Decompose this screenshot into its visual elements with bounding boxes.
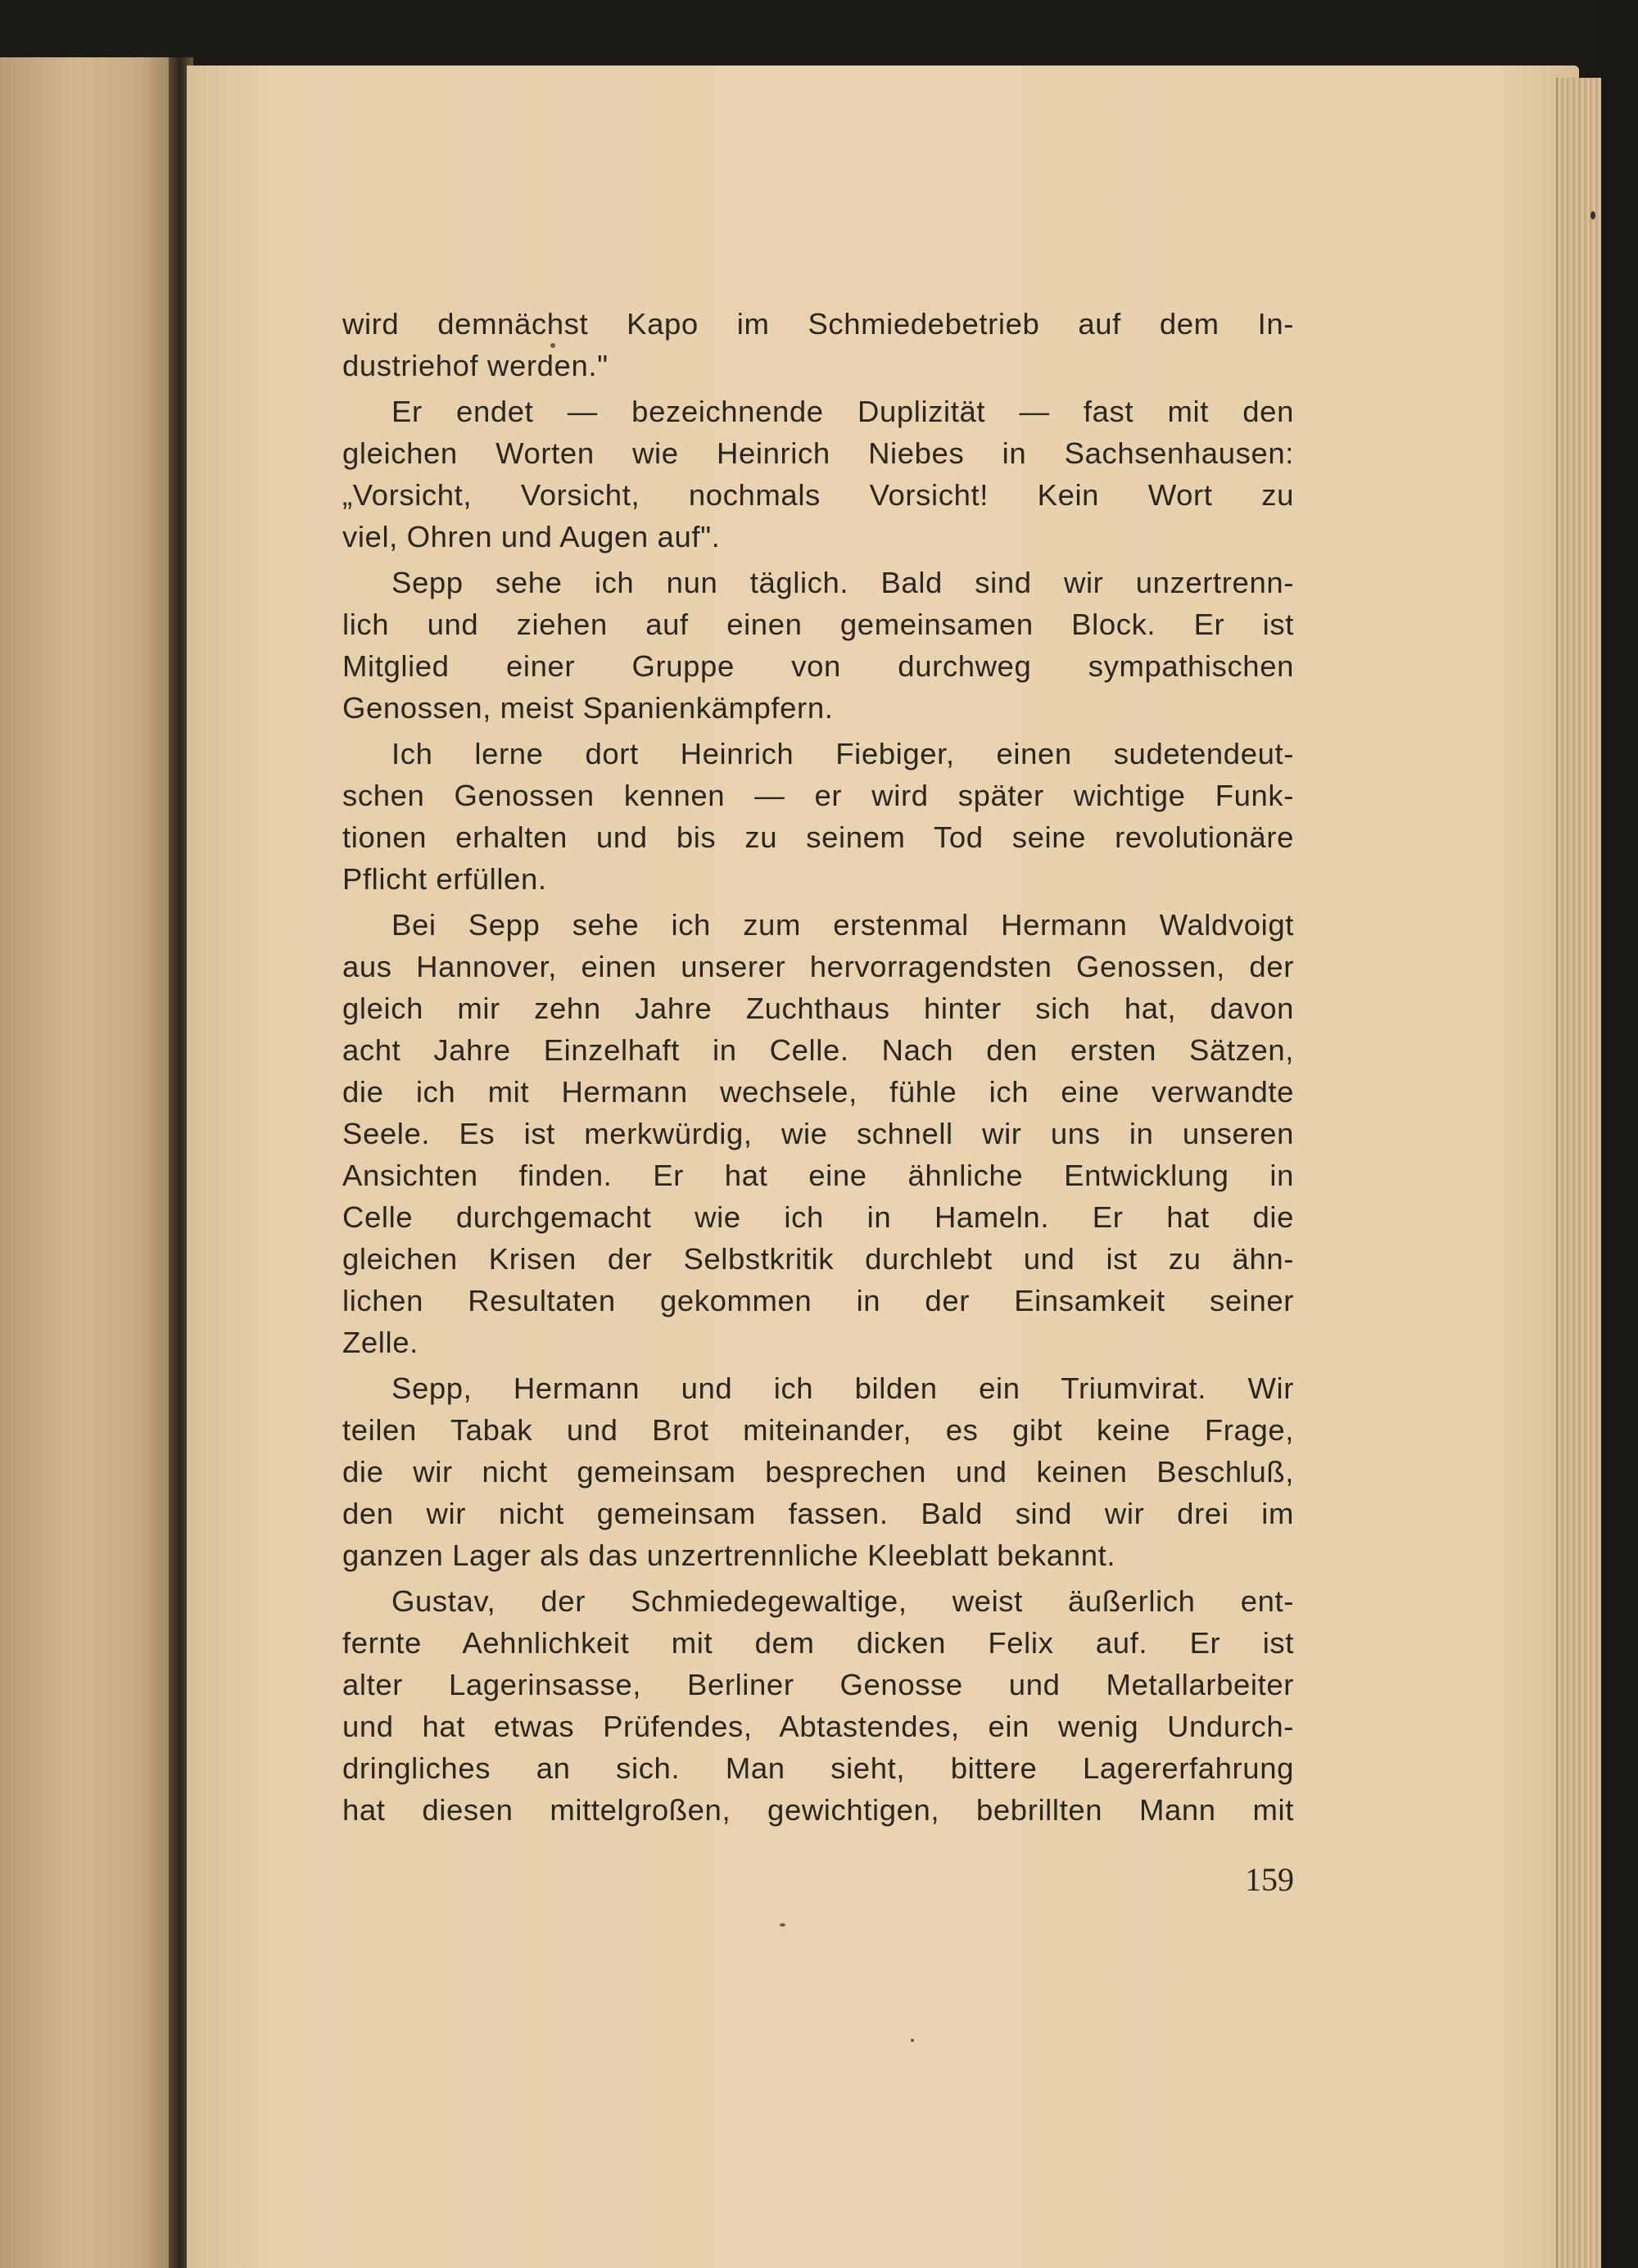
paragraph	[342, 562, 1294, 729]
paragraph	[342, 733, 1294, 900]
text-line: teilen Tabak und Brot miteinander, es gibt keine Frage,	[342, 1413, 1294, 1447]
text-line: Sepp sehe ich nun täglich. Bald sind wir unzertrenn-	[391, 566, 1294, 599]
text-line: fernte Aehnlichkeit mit dem dicken Felix auf. Er ist	[342, 1626, 1294, 1660]
page-edges	[1556, 78, 1603, 2268]
text-line: Ich lerne dort Heinrich Fiebiger, einen sudetendeut-	[391, 737, 1294, 770]
text-line: schen Genossen kennen — er wird später wichtige Funk-	[342, 779, 1294, 812]
text-line: tionen erhalten und bis zu seinem Tod seine revolutionäre	[342, 820, 1294, 854]
text-line: alter Lagerinsasse, Berliner Genosse und Metallarbeiter	[342, 1668, 1294, 1701]
text-line: Bei Sepp sehe ich zum erstenmal Hermann Waldvoigt	[391, 908, 1294, 942]
text-line: den wir nicht gemeinsam fassen. Bald sind wir drei im	[342, 1497, 1294, 1530]
text-line: Gustav, der Schmiedegewaltige, weist äußerlich ent-	[391, 1584, 1294, 1618]
text-line: gleichen Worten wie Heinrich Niebes in Sachsenhausen:	[342, 436, 1294, 470]
text-line: „Vorsicht, Vorsicht, nochmals Vorsicht! Kein Wort zu	[342, 478, 1294, 512]
text-line: ganzen Lager als das unzertrennliche Kleeblatt bekannt.	[342, 1538, 1116, 1572]
text-line: aus Hannover, einen unserer hervorragendsten Genossen, der	[342, 950, 1294, 983]
paragraph	[342, 904, 1294, 1363]
text-line: lichen Resultaten gekommen in der Einsamkeit seiner	[342, 1284, 1294, 1317]
text-line: Er endet — bezeichnende Duplizität — fast mit den	[391, 395, 1294, 428]
text-line: die wir nicht gemeinsam besprechen und keinen Beschluß,	[342, 1455, 1294, 1489]
text-line: Sepp, Hermann und ich bilden ein Triumvirat. Wir	[391, 1371, 1294, 1405]
text-line: dringliches an sich. Man sieht, bittere Lagererfahrung	[342, 1751, 1294, 1785]
paper-speck	[780, 1923, 785, 1927]
paragraph	[342, 391, 1294, 558]
text-line: dustriehof werden."	[342, 349, 609, 382]
text-line: und hat etwas Prüfendes, Abtastendes, ein wenig Undurch-	[342, 1710, 1294, 1743]
text-line: Seele. Es ist merkwürdig, wie schnell wir uns in unseren	[342, 1117, 1294, 1150]
text-line: viel, Ohren und Augen auf".	[342, 520, 721, 553]
text-line: Zelle.	[342, 1326, 419, 1359]
body-text	[342, 303, 1294, 1835]
text-line: wird demnächst Kapo im Schmiedebetrieb auf dem In-	[342, 307, 1294, 341]
paper-speck	[911, 2039, 914, 2042]
text-line: Genossen, meist Spanienkämpfern.	[342, 691, 834, 725]
paragraph	[342, 1367, 1294, 1576]
paragraph	[342, 303, 1294, 386]
text-line: gleich mir zehn Jahre Zuchthaus hinter sich hat, davon	[342, 992, 1294, 1025]
scan-background-right	[1601, 0, 1638, 2268]
text-line: Ansichten finden. Er hat eine ähnliche Entwicklung in	[342, 1159, 1294, 1192]
text-line: Mitglied einer Gruppe von durchweg sympathischen	[342, 649, 1294, 683]
text-line: hat diesen mittelgroßen, gewichtigen, bebrillten Mann mit	[342, 1793, 1294, 1827]
text-line: gleichen Krisen der Selbstkritik durchlebt und ist zu ähn-	[342, 1242, 1294, 1276]
text-line: lich und ziehen auf einen gemeinsamen Block. Er ist	[342, 608, 1294, 641]
text-line: acht Jahre Einzelhaft in Celle. Nach den ersten Sätzen,	[342, 1033, 1294, 1067]
text-line: Pflicht erfüllen.	[342, 862, 547, 896]
text-line: die ich mit Hermann wechsele, fühle ich eine verwandte	[342, 1075, 1294, 1109]
text-line: Celle durchgemacht wie ich in Hameln. Er hat die	[342, 1200, 1294, 1234]
paper-speck	[1590, 211, 1595, 219]
page-number: 159	[1245, 1861, 1294, 1898]
left-page-edge	[0, 57, 184, 2268]
paragraph	[342, 1580, 1294, 1831]
